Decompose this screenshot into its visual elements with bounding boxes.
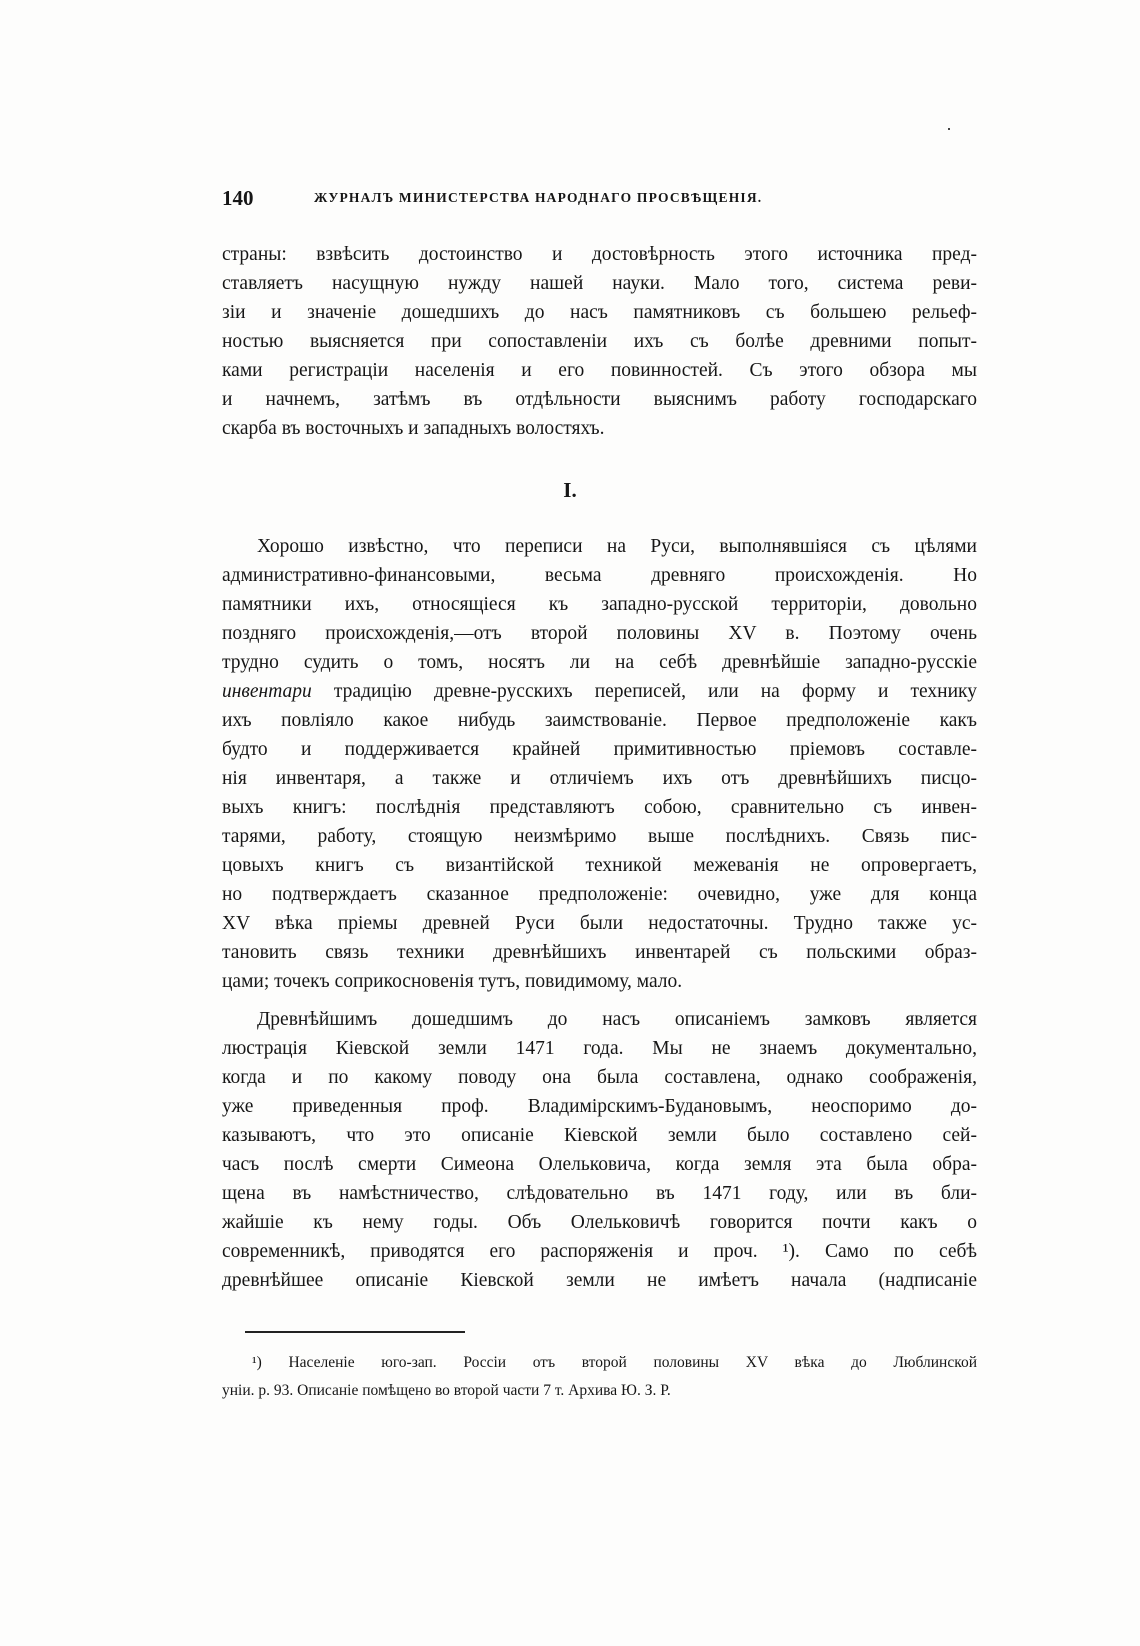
text-line: страны: взвѣсить достоинство и достовѣрность этого источника пред- — [222, 244, 977, 265]
text-line: зіи и значеніе дошедшихъ до насъ памятниковъ съ большею рельеф- — [222, 302, 977, 323]
text-line: тановить связь техники древнѣйшихъ инвентарей съ польскими образ- — [222, 942, 977, 963]
paragraph-1 — [222, 240, 977, 443]
text-line: люстрація Кіевской земли 1471 года. Мы не знаемъ документально, — [222, 1038, 977, 1059]
text-line: цами; точекъ соприкосновенія тутъ, повидимому, мало. — [222, 971, 683, 992]
text-line: часъ послѣ смерти Симеона Олельковича, когда земля эта была обра- — [222, 1154, 977, 1175]
text-line: жайшіе къ нему годы. Объ Олельковичѣ говорится почти какъ о — [222, 1212, 977, 1233]
text-line: Хорошо извѣстно, что переписи на Руси, выполнявшіяся съ цѣлями — [257, 536, 977, 557]
text-line: нія инвентаря, а также и отличіемъ ихъ отъ древнѣйшихъ писцо- — [222, 768, 977, 789]
text-line: уже приведенныя проф. Владимірскимъ-Будановымъ, неоспоримо до- — [222, 1096, 977, 1117]
footnote-divider — [245, 1331, 465, 1333]
text-line: казываютъ, что это описаніе Кіевской земли было составлено сей- — [222, 1125, 977, 1146]
section-heading: I. — [563, 478, 577, 502]
footnote — [222, 1349, 977, 1405]
text-line: тарями, работу, стоящую неизмѣримо выше послѣднихъ. Связь пис- — [222, 826, 977, 847]
text-line-with-italic: инвентари традицію древне-русскихъ переписей, или на форму и технику — [222, 681, 977, 702]
text-line: трудно судить о томъ, носятъ ли на себѣ древнѣйшіе западно-русскіе — [222, 652, 977, 673]
footnote-line: уніи. р. 93. Описаніе помѣщено во второй части 7 т. Архива Ю. З. Р. — [222, 1382, 671, 1399]
paragraph-2 — [222, 532, 977, 996]
text-line: современникѣ, приводятся его распоряженія и проч. ¹). Само по себѣ — [222, 1241, 977, 1262]
footnote-line: ¹) Населеніе юго-зап. Россіи отъ второй половины XV вѣка до Люблинской — [252, 1354, 977, 1371]
text-line: и начнемъ, затѣмъ въ отдѣльности выяснимъ работу господарскаго — [222, 389, 977, 410]
text-line: памятники ихъ, относящіеся къ западно-русской территоріи, довольно — [222, 594, 977, 615]
text-line: щена въ намѣстничество, слѣдовательно въ 1471 году, или въ бли- — [222, 1183, 977, 1204]
text-line: ками регистраціи населенія и его повинностей. Съ этого обзора мы — [222, 360, 977, 381]
italic-emphasis: инвентари — [222, 681, 312, 702]
text-line: ставляетъ насущную нужду нашей науки. Мало того, система реви- — [222, 273, 977, 294]
text-line: XV вѣка пріемы древней Руси были недостаточны. Трудно также ус- — [222, 913, 977, 934]
text-line: будто и поддерживается крайней примитивностью пріемовъ составле- — [222, 739, 977, 760]
text-line: но подтверждаетъ сказанное предположеніе: очевидно, уже для конца — [222, 884, 977, 905]
text-line: поздняго происхожденія,—отъ второй половины XV в. Поэтому очень — [222, 623, 977, 644]
page-number: 140 — [222, 186, 254, 210]
scan-speck — [948, 128, 950, 130]
page-header — [222, 186, 977, 216]
paragraph-3 — [222, 1005, 977, 1295]
text-line: ностью выясняется при сопоставленіи ихъ съ болѣе древними попыт- — [222, 331, 977, 352]
text-line: древнѣйшее описаніе Кіевской земли не имѣетъ начала (надписаніе — [222, 1270, 977, 1291]
text-line: когда и по какому поводу она была составлена, однако соображенія, — [222, 1067, 977, 1088]
text-line: административно-финансовыми, весьма древняго происхожденія. Но — [222, 565, 977, 586]
text-line: цовыхъ книгъ съ византійской техникой межеванія не опровергаетъ, — [222, 855, 977, 876]
text-line: ихъ повліяло какое нибудь заимствованіе. Первое предположеніе какъ — [222, 710, 977, 731]
running-title: ЖУРНАЛЪ МИНИСТЕРСТВА НАРОДНАГО ПРОСВѢЩЕНІЯ. — [314, 190, 763, 205]
text-line: выхъ книгъ: послѣднія представляютъ собою, сравнительно съ инвен- — [222, 797, 977, 818]
text-line: скарба въ восточныхъ и западныхъ волостяхъ. — [222, 418, 605, 439]
text-line: Древнѣйшимъ дошедшимъ до насъ описаніемъ замковъ является — [257, 1009, 977, 1030]
